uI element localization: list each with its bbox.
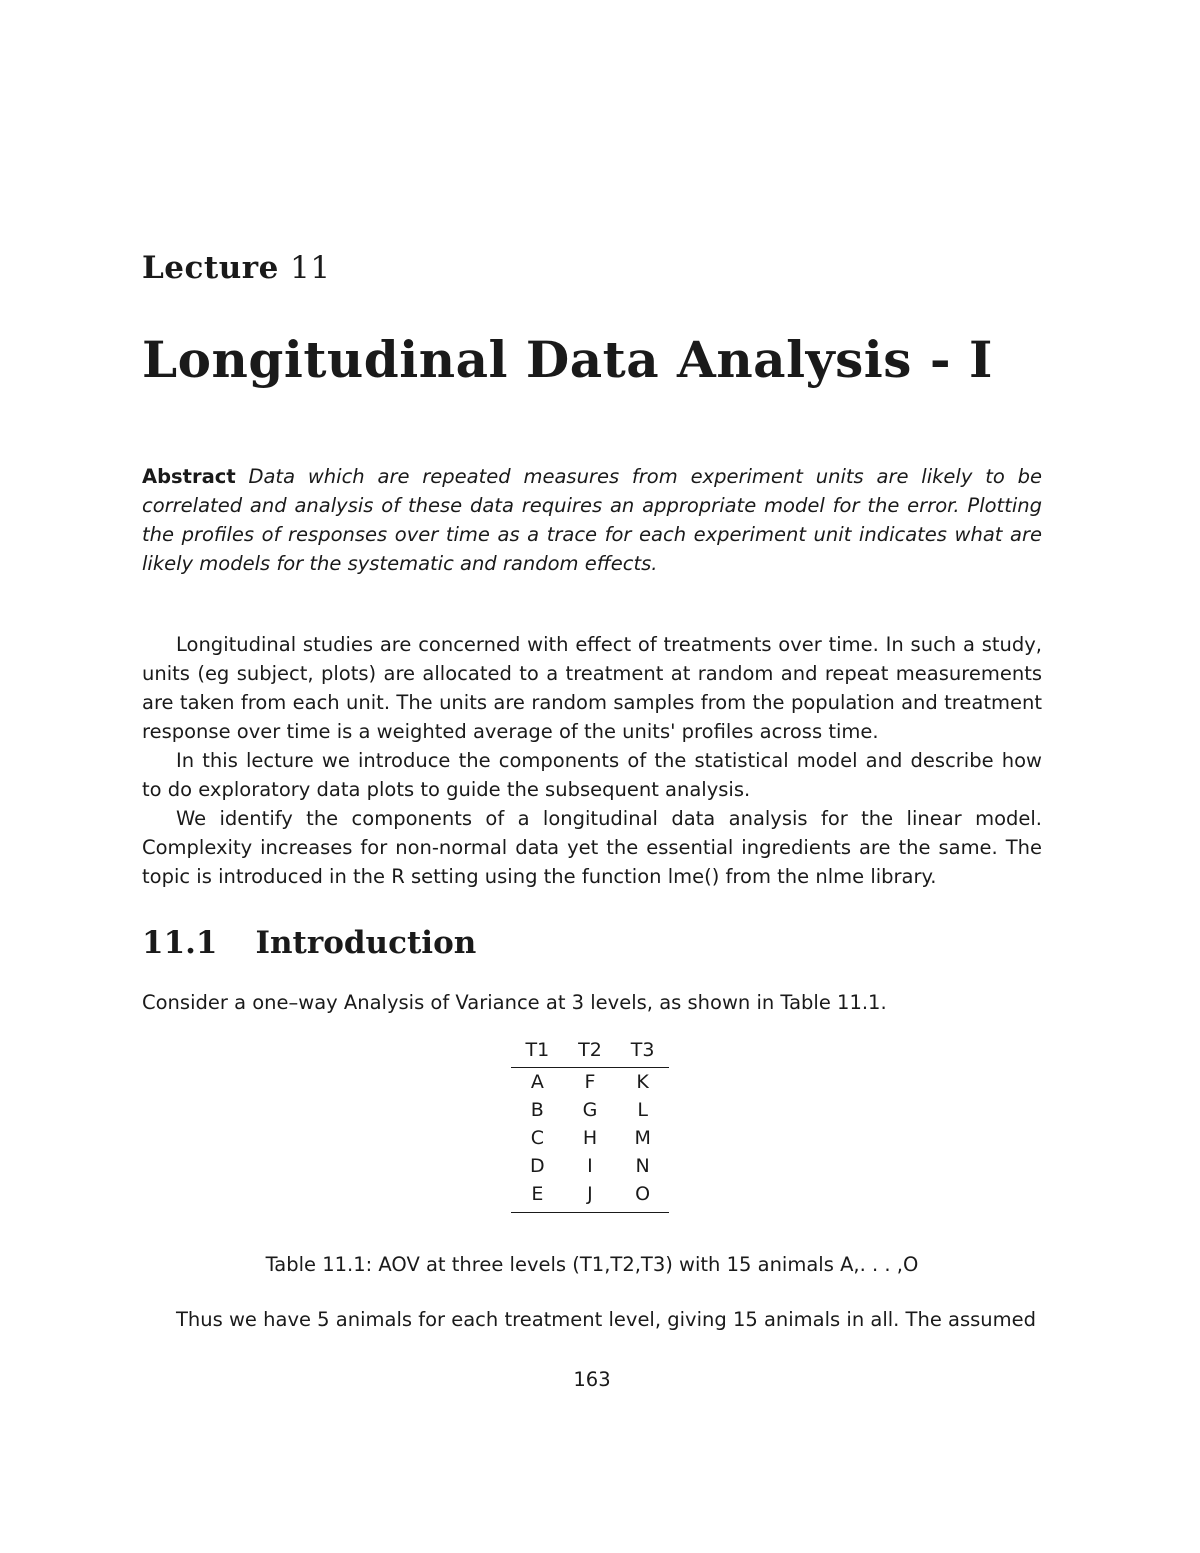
section-number: 11.1 xyxy=(142,925,218,961)
lecture-word: Lecture xyxy=(142,250,279,286)
table-header-cell: T1 xyxy=(525,1039,550,1061)
table-header-cell: T3 xyxy=(630,1039,655,1061)
table-cell: H xyxy=(582,1127,598,1149)
lecture-label xyxy=(142,250,331,286)
table-caption: Table 11.1: AOV at three levels (T1,T2,T3) with 15 animals A,. . . ,O xyxy=(265,1253,919,1276)
paragraph-3-part-d: library. xyxy=(864,865,937,888)
table-row xyxy=(511,1152,669,1180)
table-cell: M xyxy=(634,1127,651,1149)
table-row xyxy=(511,1180,669,1213)
section-heading xyxy=(142,925,476,961)
section-title: Introduction xyxy=(255,925,477,961)
paragraph-2: In this lecture we introduce the components of the statistical model and describe how to do exploratory data plots to guide the subsequent analysis. xyxy=(142,749,1042,801)
table-cell: O xyxy=(616,1180,669,1213)
paragraph-3 xyxy=(142,804,1042,891)
table-header-cell: T2 xyxy=(578,1039,602,1061)
library-name: nlme xyxy=(815,865,865,888)
table-cell: F xyxy=(584,1071,596,1093)
abstract-text: Data which are repeated measures from experiment units are likely to be correlated and analysis of these data requires an appropriate model for the error. Plotting the profiles of responses over time as a trace for each experiment unit indicates what are likely models for the systematic and random effects. xyxy=(142,465,1042,575)
table-cell: N xyxy=(635,1155,650,1177)
body-text xyxy=(142,630,1042,891)
r-software-name: R xyxy=(391,865,405,888)
table-row xyxy=(511,1124,669,1152)
chapter-title: Longitudinal Data Analysis - I xyxy=(142,330,993,389)
lecture-number: 11 xyxy=(290,250,331,286)
table-cell: K xyxy=(636,1071,649,1093)
aov-table xyxy=(511,1036,669,1213)
table-cell: C xyxy=(530,1127,544,1149)
table-cell: J xyxy=(564,1180,617,1213)
paragraph-3-part-a: We identify the components of a longitudinal data analysis for the linear model. Complexity increases for non-normal data yet the essential ingredients are the same. The topic is introduced in the xyxy=(142,807,1042,888)
abstract xyxy=(142,462,1042,578)
table-header-row xyxy=(511,1036,669,1068)
table-cell: D xyxy=(530,1155,545,1177)
table-cell: A xyxy=(530,1071,544,1093)
table-row xyxy=(511,1068,669,1097)
closing-line: Thus we have 5 animals for each treatment level, giving 15 animals in all. The assumed xyxy=(176,1308,1037,1331)
table-cell: B xyxy=(530,1099,544,1121)
table-cell: I xyxy=(587,1155,593,1177)
paragraph-3-part-b: setting using the function xyxy=(404,865,668,888)
table-row xyxy=(511,1096,669,1124)
intro-line: Consider a one–way Analysis of Variance at 3 levels, as shown in Table 11.1. xyxy=(142,991,887,1014)
abstract-label: Abstract xyxy=(142,465,236,488)
page-number: 163 xyxy=(573,1368,611,1391)
table-cell: G xyxy=(582,1099,598,1121)
paragraph-3-part-c: from the xyxy=(719,865,816,888)
function-name: lme() xyxy=(667,865,720,888)
table-cell: E xyxy=(511,1180,564,1213)
table-cell: L xyxy=(637,1099,648,1121)
paragraph-1: Longitudinal studies are concerned with effect of treatments over time. In such a study, units (eg subject, plots) are allocated to a treatment at random and repeat measurements are taken from each unit. The units are random samples from the population and treatment response over time is a weighted average of the units' profiles across time. xyxy=(142,633,1042,743)
